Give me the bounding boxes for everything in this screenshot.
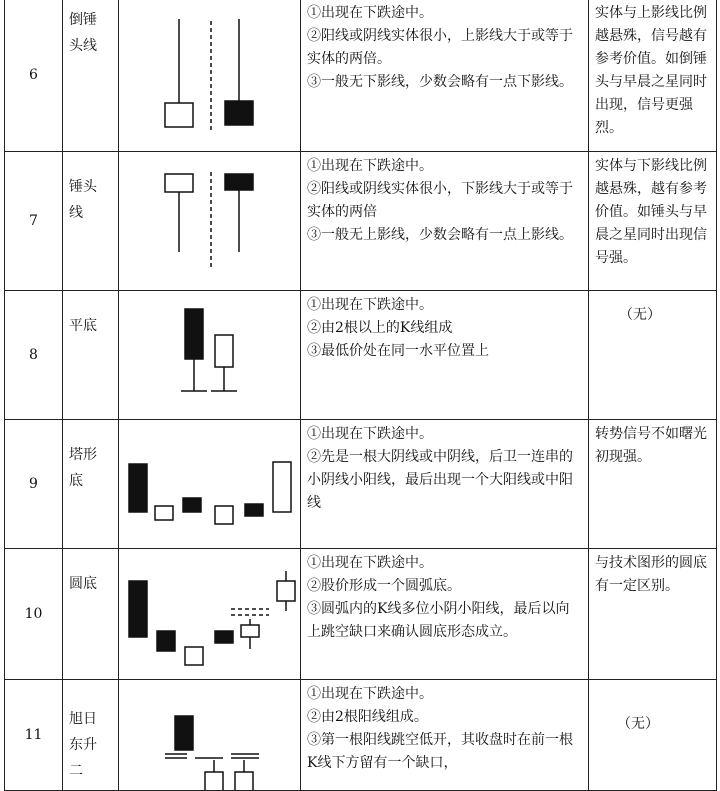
pattern-figure-inverted-hammer <box>119 0 301 152</box>
row-number: 8 <box>5 291 63 420</box>
pattern-description: ①出现在下跌途中。 ②由2根以上的K线组成 ③最低价处在同一水平位置上 <box>301 291 589 420</box>
table-row <box>5 152 717 291</box>
pattern-name: 圆底 <box>63 549 119 680</box>
pattern-figure-rising-sun <box>119 680 301 791</box>
pattern-name: 塔形底 <box>63 420 119 549</box>
pattern-figure-round-bottom <box>119 549 301 680</box>
pattern-description: ①出现在下跌途中。 ②阳线或阴线实体很小，下影线大于或等于实体的两倍 ③一般无上影线，少数会略有一点上影线。 <box>301 152 589 291</box>
row-number: 6 <box>5 0 63 152</box>
pattern-figure-tower-bottom <box>119 420 301 549</box>
table-row <box>5 420 717 549</box>
row-number: 11 <box>5 680 63 791</box>
pattern-note: （无） <box>589 680 717 791</box>
pattern-name: 旭日东升二 <box>63 680 119 791</box>
row-number: 10 <box>5 549 63 680</box>
pattern-description: ①出现在下跌途中。 ②阳线或阴线实体很小，上影线大于或等于实体的两倍。 ③一般无下影线，少数会略有一点下影线。 <box>301 0 589 152</box>
pattern-figure-flat-bottom <box>119 291 301 420</box>
pattern-note: 转势信号不如曙光初现强。 <box>589 420 717 549</box>
table-row <box>5 680 717 791</box>
pattern-note: 实体与上影线比例越悬殊，信号越有参考价值。如倒锤头与早晨之星同时出现，信号更强烈。 <box>589 0 717 152</box>
table-row <box>5 0 717 152</box>
pattern-description: ①出现在下跌途中。 ②股价形成一个圆弧底。 ③圆弧内的K线多位小阴小阳线，最后以向上跳空缺口来确认圆底形态成立。 <box>301 549 589 680</box>
pattern-note: （无） <box>589 291 717 420</box>
pattern-description: ①出现在下跌途中。 ②由2根阳线组成。 ③第一根阳线跳空低开，其收盘时在前一根K线下方留有一个缺口， <box>301 680 589 791</box>
pattern-name: 锤头线 <box>63 152 119 291</box>
row-number: 7 <box>5 152 63 291</box>
pattern-note: 实体与下影线比例越悬殊，越有参考价值。如锤头与早晨之星同时出现信号强。 <box>589 152 717 291</box>
pattern-note: 与技术图形的圆底有一定区别。 <box>589 549 717 680</box>
table-row <box>5 549 717 680</box>
pattern-description: ①出现在下跌途中。 ②先是一根大阴线或中阴线，后卫一连串的小阴线小阳线，最后出现一个大阳线或中阳线 <box>301 420 589 549</box>
pattern-name: 平底 <box>63 291 119 420</box>
pattern-table <box>4 0 717 791</box>
row-number: 9 <box>5 420 63 549</box>
table-row <box>5 291 717 420</box>
pattern-name: 倒锤头线 <box>63 0 119 152</box>
pattern-figure-hammer <box>119 152 301 291</box>
